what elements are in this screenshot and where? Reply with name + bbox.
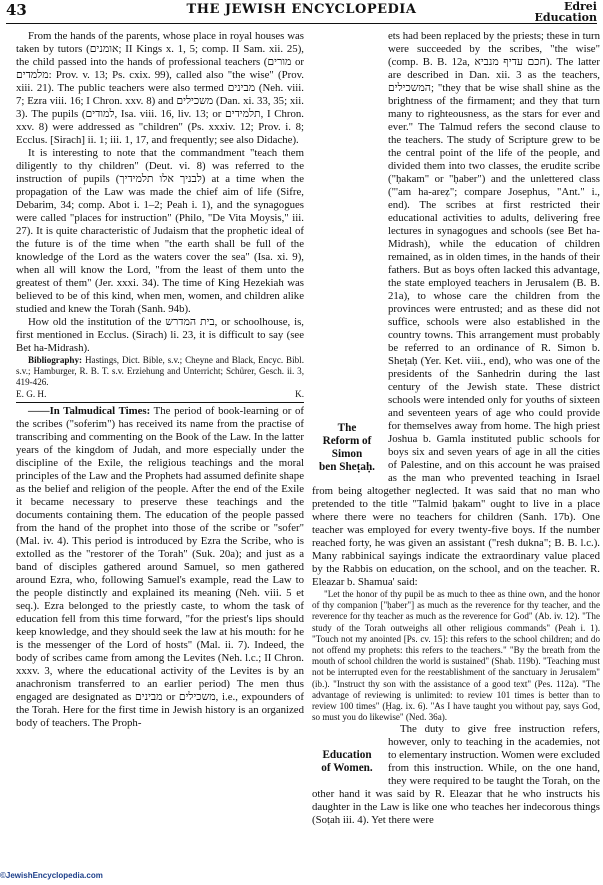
signature-author: K.: [295, 388, 304, 399]
side-heading-line: of Women.: [321, 762, 373, 775]
header-rule: [6, 23, 597, 24]
side-heading-reform: [312, 422, 382, 474]
signature-initials: E. G. H.: [16, 388, 47, 399]
right-column: [312, 30, 600, 882]
side-heading-line: Simon: [331, 448, 363, 460]
page-number: 43: [6, 1, 27, 19]
side-heading-line: ben Sheṭaḥ.: [319, 461, 375, 473]
catchword-first: Edrei: [563, 0, 597, 13]
bibliography-label: Bibliography:: [28, 355, 83, 365]
paragraph: ets had been replaced by the priests; these in turn were succeeded by the scribes, "the wise" (comp. B. B. 12a, חכם עדיף מנביא). The latter are described in Dan. xii. 3 as the teachers, המשכילים; "they that be wise shall shine as the brightness of the firmament; and they that turn many to righteousness, as the stars for ever and ever." The Talmud refers the second clause to the teachers. The study of Scripture grew to be the central point of the life of the people, and divided them into two classes, the erudite scribe ("ḥakam" or "ḥaber") and the unlettered class ("'am ha-areẓ"; compare Josephus, "Ant." i., end). The scribes at first restricted their educational activities to adults, delivering free lectures in synagogues and schools (see Bet ha-Midrash), while the education of children remained, as in olden times, in the hands of their fathers. But as boys often lacked this advantage, the state employed teachers in Jerusalem (B. B. 21a), to whose care the children from the provinces were entrusted; and as these did not suffice, schools were also established in the country towns. This arrangement must probably be referred to an ordinance of R. Simon b. Sheṭaḥ (Yer. Ket. viii., end), who was one of the presidents of the Sanhedrin during the last century of the Jewish state. These district schools were intended only for youths of sixteen and seventeen years of age who could provide for themselves away from home. The high priest Joshua b. Gamla instituted public schools for boys six and seven years of age in all the cities of Palestine, and on this account he was praised as the man who prevented teaching in Israel from being altogether neglected. It was said that no man who pretended to the title "Talmid ḥakam" ought to live in a place where there were no teachers for children (Sanh. 17b). One teacher was employed for every twenty-five boys. If the number reached forty, he was given an assistant ("resh dukna"; B. B. l.c.). Many rabbinical sayings indicate the extraordinary value placed by the Rabbis on education, on the school, and on the teacher. R. Eleazar b. Shamua' said:: [312, 30, 600, 588]
author-signature: [16, 389, 304, 400]
section-divider: [16, 402, 304, 403]
paragraph: [16, 405, 304, 730]
section-heading: ——In Talmudical Times:: [28, 404, 151, 417]
catchword-last: Education: [534, 11, 597, 24]
paragraph: From the hands of the parents, whose place in royal houses was taken by tutors (אומנים; II Kings x. 1, 5; comp. II Sam. xii. 25), the child passed into the hands of professional teachers (מורים or מלמדים: Prov. v. 13; Ps. cxix. 99), called also "the wise" (Prov. xiii. 21). The public teachers were also termed מבינים (Neh. viii. 7; Ezra viii. 16; I Chron. xxv. 8) and משכילים (Dan. xi. 33, 35; xii. 3). The pupils (למודים, Isa. viii. 16, liv. 13; or תלמידים, I Chron. xxv. 8) were addressed as "children" (Ps. xxxiv. 12; Prov. i. 8; Ecclus. [Sirach] ii. 1; iii. 1, 17, and frequently; see also Didache).: [16, 30, 304, 146]
running-title: THE JEWISH ENCYCLOPEDIA: [186, 2, 417, 17]
block-quote: "Let the honor of thy pupil be as much to thee as thine own, and the honor of thy companion ["ḥaber"] as much as the reverence for thy teacher, and the reverence for thy teacher as much as the reverence for God" (Ab. iv. 12). "The study of the Torah outweighs all other religious commands" (Peah i. 1). "Touch not my anointed [Ps. cv. 15]: this refers to the school children; and do not offend my prophets: this refers to the teachers." "By the breath from the mouth of school children the world is sustained" (Shab. 119b). "Teaching must not be interrupted even for the reestablishment of the sanctuary in Jerusalem" (ib.). "Instruct thy son with the assistance of a good text" (Pes. 112a). "The advantage of reviewing is unlimited: to review 101 times is better than to review 100 times" (Ḥag. ix. 6). "As I have taught you without pay, says God, so must you do likewise" (Ned. 36a).: [312, 589, 600, 723]
bibliography-text: Hastings, Dict. Bible, s.v.; Cheyne and Black, Encyc. Bibl. s.v.; Hamburger, R. B. T. s.v. Erziehung and Unterricht; Schürer, Gesch. ii. 3, 419-426.: [16, 355, 304, 388]
paragraph: The duty to give free instruction refers, however, only to teaching in the academies, not to elementary instruction. Women were excluded from this instruction. While, on the one hand, they were required to be taught the Torah, on the other hand it was said by R. Eleazar that he who instructs his daughter in the Law is like one who teaches her indecorous things (Soṭah iii. 4). Yet there were: [312, 723, 600, 827]
side-heading-women: [312, 749, 382, 775]
left-column: [16, 30, 304, 882]
watermark: ©JewishEncyclopedia.com: [0, 871, 103, 880]
running-header: [0, 0, 603, 24]
side-heading-line: Education: [322, 749, 372, 762]
paragraph: How old the institution of the בית המדרש, or schoolhouse, is, first mentioned in Ecclus. (Sirach) li. 23, it is difficult to say (see Bet ha-Midrash).: [16, 316, 304, 354]
side-heading-line: The: [337, 422, 357, 434]
section-text: The period of book-learning or of the scribes ("soferim") has received its name from the practise of transcribing and commenting on the Book of the Law. In the latter years of the kingdom of Judah, and more especially under the discipline of the Exile, the religious teachings and the moral principles of the Law and the Prophets had assumed definite shape as the belief and religion of the people. After the end of the Exile it became necessary to preserve these teachings and the documents containing them. The education of the people passed from the hand of the prophet into those of the scribe or "sofer" (Mal. iv. 4). This period is introduced by Ezra the Scribe, who is extolled as the "restorer of the Torah" (Suk. 20a); and just as a band of disciples gathered around Samuel, so men gathered around Ezra, who, following Samuel's example, read the Law to the people distinctly and explained its meaning (Neh. viii. 5 et seq.). Ezra belonged to the priestly caste, to whom the task of education fell from this time forward, "for the priest's lips should keep knowledge, and they should seek the law at his mouth: for he is the messenger of the Lord of hosts" (Mal. ii. 7). Indeed, the body of scribes came from among the Levites (Neh. l.c.; II Chron. xxxv. 3, where the educational activity of the Levites is by an anachronism transferred to an earlier period) The men thus engaged are designated as מבינים or משכילים, i.e., expounders of the Torah. Here for the first time in Jewish history is an organized body of teachers. The Proph-: [16, 404, 304, 729]
bibliography: [16, 355, 304, 389]
catchwords: [535, 1, 598, 23]
side-heading-line: Reform of: [322, 435, 372, 447]
paragraph: It is interesting to note that the commandment "teach them diligently to thy children" (Deut. vi. 8) was referred to the instruction of pupils (לבניך אלו תלמידיך) at a time when the propagation of the Law was made the chief aim of life (Sifre, Debarim, 34; comp. Abot i. 1–2; Peah i. 1), and the synagogues were called "places for instruction" (Philo, "De Vita Moysis," iii. 27). It is quite characteristic of Judaism that the prophetic ideal of the future is of the time when "the earth shall be full of the knowledge of the Lord as the waters cover the sea" (Isa. xi. 9), when all will know the Lord, "from the least of them unto the greatest of them" (Jer. xxxi. 34). The time of King Hezekiah was believed to be of this kind, when men, women, and children alike studied and knew the Torah (Sanh. 94b).: [16, 147, 304, 315]
